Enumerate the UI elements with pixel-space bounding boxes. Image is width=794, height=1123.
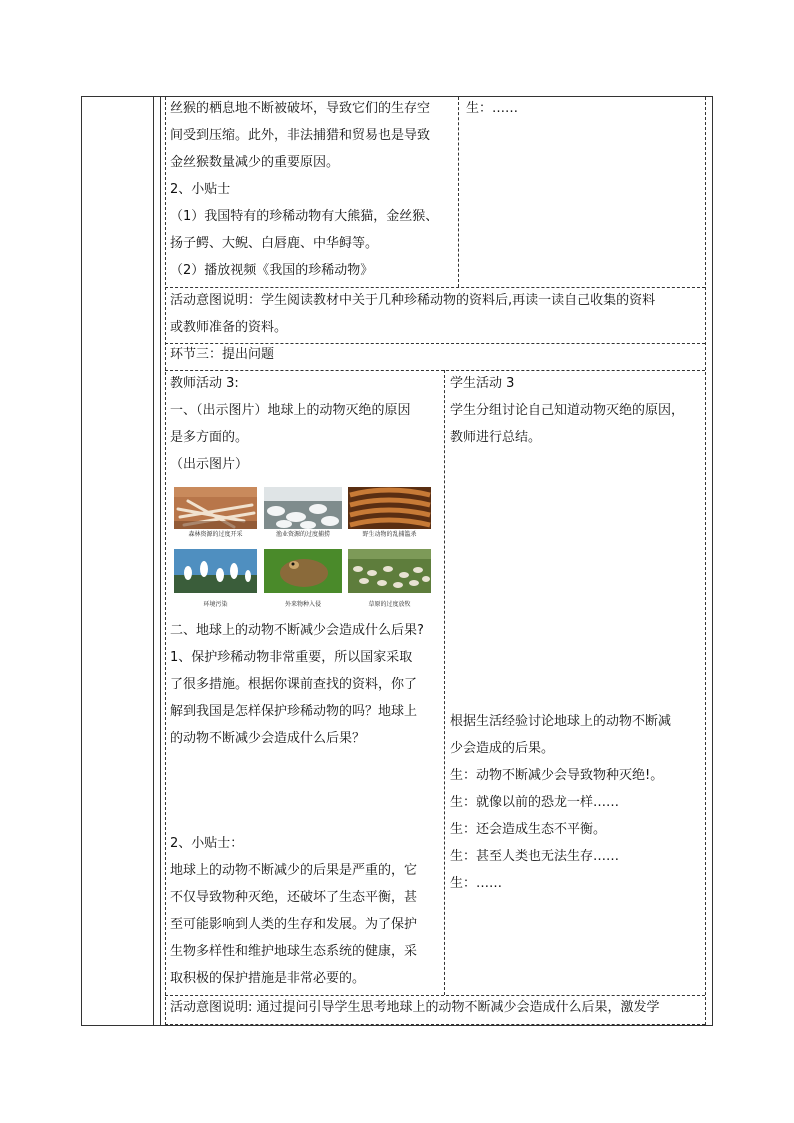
teacher-activity-intro xyxy=(170,370,411,478)
text-line: 活动意图说明: 通过提问引导学生思考地球上的动物不断减少会造成什么后果，激发学 xyxy=(170,1000,660,1015)
text-line: 不仅导致物种灭绝，还破坏了生态平衡，甚 xyxy=(170,890,418,905)
teacher-tips xyxy=(170,830,417,992)
text-line: 生：就像以前的恐龙一样…… xyxy=(450,795,620,810)
image-caption: 外来物种入侵 xyxy=(284,601,321,608)
text-line: 活动意图说明：学生阅读教材中关于几种珍稀动物的资料后,再读一读自己收集的资料 xyxy=(170,293,656,308)
student-activity-intro xyxy=(450,370,684,451)
text-line: 教师进行总结。 xyxy=(450,430,542,445)
text-line: （出示图片） xyxy=(170,457,249,472)
top-right-text xyxy=(466,95,518,122)
text-line: 丝猴的栖息地不断被破坏，导致它们的生存空 xyxy=(170,101,431,116)
text-line: 金丝猴数量减少的重要原因。 xyxy=(170,155,340,170)
activity-divider xyxy=(444,370,445,995)
fish-photo xyxy=(264,487,342,529)
text-line: 2、小贴士： xyxy=(170,836,244,851)
text-line: 是多方面的。 xyxy=(170,430,249,445)
activity-intent-2 xyxy=(170,994,660,1021)
inner-left-border xyxy=(165,97,166,1025)
image-caption: 环境污染 xyxy=(203,601,228,608)
text-line: 生：还会造成生态不平衡。 xyxy=(450,822,607,837)
text-line: 地球上的动物不断减少的后果是严重的，它 xyxy=(170,863,418,878)
text-line: 了很多措施。根据你课前查找的资料，你了 xyxy=(170,677,418,692)
column-rule-2 xyxy=(160,96,161,1026)
activity-intent-1 xyxy=(170,287,655,341)
image-caption: 渔业资源的过度捕捞 xyxy=(275,531,330,538)
text-line: 间受到压缩。此外，非法捕猎和贸易也是导致 xyxy=(170,128,431,143)
text-line: 生：甚至人类也无法生存…… xyxy=(450,849,620,864)
student-heading: 学生活动 3 xyxy=(450,376,515,391)
column-rule-1 xyxy=(153,96,154,1026)
text-line: 取积极的保护措施是非常必要的。 xyxy=(170,971,366,986)
text-line: 1、保护珍稀动物非常重要，所以国家采取 xyxy=(170,650,413,665)
text-line: 一、（出示图片）地球上的动物灭绝的原因 xyxy=(170,403,411,418)
text-line: 或教师准备的资料。 xyxy=(170,320,288,335)
text-line: 扬子鳄、大鲵、白唇鹿、中华鲟等。 xyxy=(170,236,379,251)
teacher-question-block xyxy=(170,617,424,752)
text-line: 环节三：提出问题 xyxy=(170,347,275,362)
text-line: 2、小贴士 xyxy=(170,182,231,197)
text-line: （2）播放视频《我国的珍稀动物》 xyxy=(170,263,374,278)
ivory-photo xyxy=(348,487,431,529)
birds-photo xyxy=(174,549,257,593)
inner-right-border xyxy=(705,97,706,1025)
text-line: 解到我国是怎样保护珍稀动物的吗？地球上 xyxy=(170,704,418,719)
text-line: 生物多样性和维护地球生态系统的健康，采 xyxy=(170,944,418,959)
text-line: 生：…… xyxy=(450,876,503,891)
text-line: 生：…… xyxy=(466,101,519,116)
image-caption: 草原的过度放牧 xyxy=(368,601,411,608)
bottom-rule xyxy=(165,1024,705,1025)
text-line: 根据生活经验讨论地球上的动物不断减 xyxy=(450,714,672,729)
text-line: 至可能影响到人类的生存和发展。为了保护 xyxy=(170,917,418,932)
frog-photo xyxy=(264,549,342,593)
text-line: 少会造成的后果。 xyxy=(450,741,555,756)
sheep-photo xyxy=(348,549,431,593)
student-discussion xyxy=(450,708,671,897)
text-line: 生：动物不断减少会导致物种灭绝!。 xyxy=(450,768,664,783)
top-section-divider xyxy=(458,97,459,287)
text-line: 的动物不断减少会造成什么后果？ xyxy=(170,731,366,746)
top-left-text xyxy=(170,95,438,284)
logs-photo xyxy=(174,487,257,529)
text-line: 二、地球上的动物不断减少会造成什么后果? xyxy=(170,623,424,638)
image-caption: 野生动物的乱捕滥杀 xyxy=(362,531,417,538)
text-line: （1）我国特有的珍稀动物有大熊猫，金丝猴、 xyxy=(170,209,439,224)
teacher-heading: 教师活动 3: xyxy=(170,376,239,391)
section-3-title xyxy=(170,341,274,368)
image-caption: 森林资源的过度开采 xyxy=(188,531,243,538)
text-line: 学生分组讨论自己知道动物灭绝的原因， xyxy=(450,403,685,418)
